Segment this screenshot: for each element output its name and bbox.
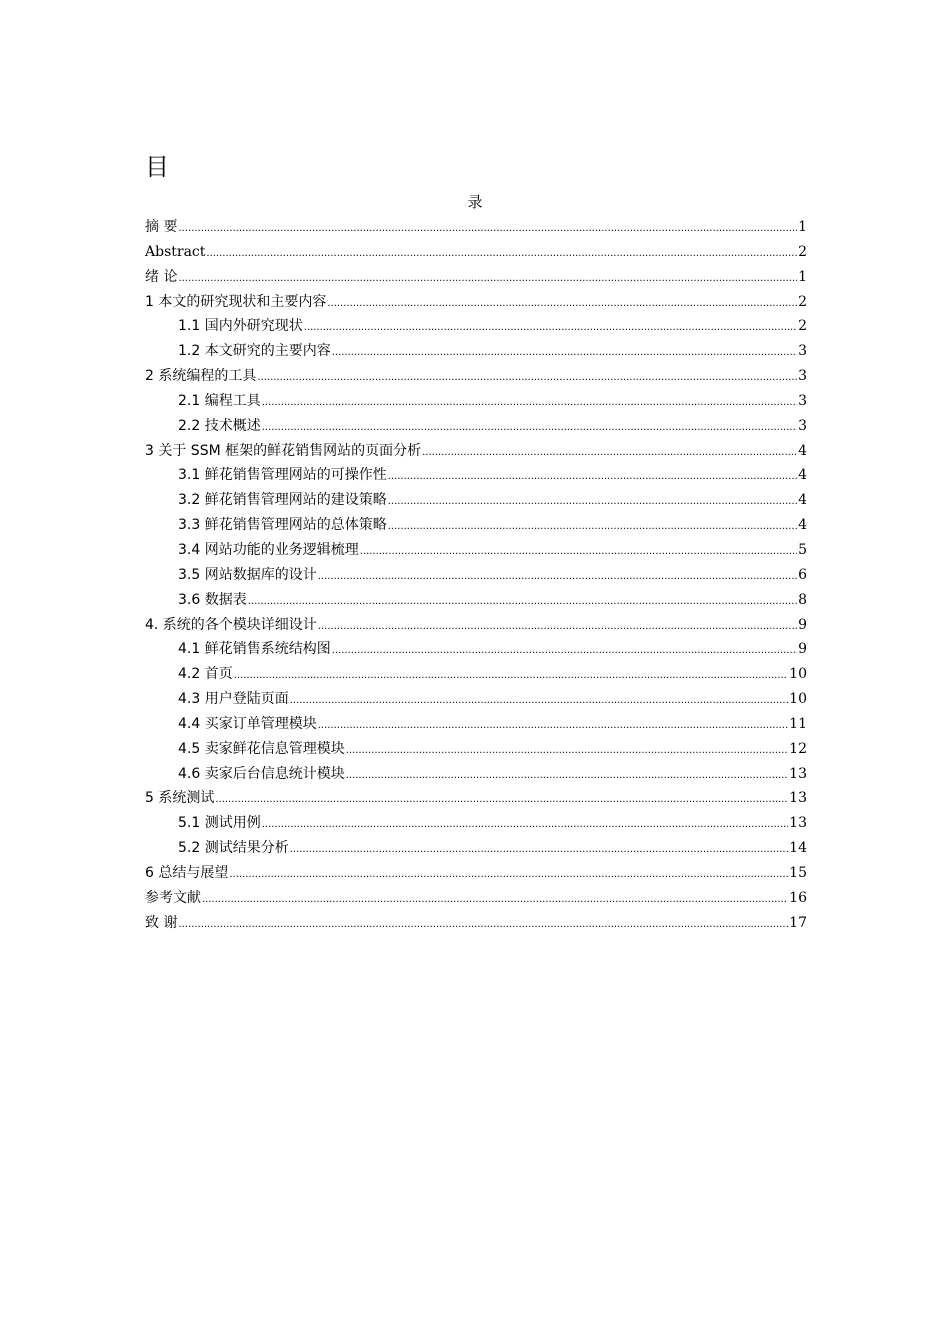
toc-entry-label: 3.1 鲜花销售管理网站的可操作性 bbox=[178, 467, 387, 484]
toc-entry-label: 2 系统编程的工具 bbox=[145, 368, 257, 385]
toc-entry-page: 13 bbox=[789, 815, 807, 832]
toc-entry[interactable] bbox=[145, 590, 807, 615]
toc-entry-page: 13 bbox=[789, 765, 807, 782]
toc-entry-label: 1 本文的研究现状和主要内容 bbox=[145, 293, 327, 310]
toc-leader-dots bbox=[262, 815, 788, 835]
toc-leader-dots bbox=[178, 915, 788, 935]
toc-leader-dots bbox=[257, 368, 797, 388]
toc-entry-page: 10 bbox=[789, 666, 807, 683]
toc-entry-page: 5 bbox=[798, 541, 807, 558]
toc-entry[interactable] bbox=[145, 441, 807, 466]
toc-entry[interactable] bbox=[145, 341, 807, 366]
toc-entry-label: 4.4 买家订单管理模块 bbox=[178, 715, 317, 732]
toc-entry-page: 11 bbox=[789, 715, 807, 732]
toc-entry[interactable] bbox=[145, 615, 807, 640]
toc-leader-dots bbox=[360, 542, 797, 562]
toc-entry[interactable] bbox=[145, 540, 807, 565]
toc-entry[interactable] bbox=[145, 242, 807, 267]
toc-entry-page: 12 bbox=[789, 740, 807, 757]
toc-entry-label: 摘 要 bbox=[145, 219, 178, 235]
toc-leader-dots bbox=[262, 393, 797, 413]
toc-leader-dots bbox=[346, 766, 788, 786]
toc-leader-dots bbox=[318, 567, 797, 587]
toc-leader-dots bbox=[290, 691, 788, 711]
table-of-contents bbox=[145, 217, 807, 937]
toc-entry-page: 10 bbox=[789, 691, 807, 708]
toc-heading-part2: 录 bbox=[467, 193, 483, 211]
toc-entry-page: 4 bbox=[798, 492, 807, 509]
toc-entry-label: 5.2 测试结果分析 bbox=[178, 840, 289, 857]
toc-entry[interactable] bbox=[145, 267, 807, 292]
toc-entry[interactable] bbox=[145, 639, 807, 664]
toc-entry-page: 1 bbox=[798, 268, 807, 285]
toc-entry[interactable] bbox=[145, 788, 807, 813]
toc-entry-page: 9 bbox=[798, 616, 807, 633]
toc-heading-part1: 目 bbox=[145, 153, 169, 181]
toc-entry[interactable] bbox=[145, 391, 807, 416]
toc-entry-label: 4.1 鲜花销售系统结构图 bbox=[178, 641, 331, 658]
toc-entry[interactable] bbox=[145, 813, 807, 838]
toc-leader-dots bbox=[422, 443, 797, 463]
toc-entry[interactable] bbox=[145, 515, 807, 540]
toc-leader-dots bbox=[206, 244, 797, 264]
toc-leader-dots bbox=[318, 716, 788, 736]
toc-entry-label: 3.6 数据表 bbox=[178, 591, 247, 608]
toc-leader-dots bbox=[388, 492, 797, 512]
toc-entry-label: 4. 系统的各个模块详细设计 bbox=[145, 616, 317, 633]
toc-entry-label: 4.5 卖家鲜花信息管理模块 bbox=[178, 740, 345, 757]
toc-leader-dots bbox=[178, 269, 797, 289]
toc-entry-page: 13 bbox=[789, 790, 807, 807]
toc-entry[interactable] bbox=[145, 764, 807, 789]
toc-entry[interactable] bbox=[145, 565, 807, 590]
toc-entry[interactable] bbox=[145, 888, 807, 913]
toc-entry-label: 3 关于 SSM 框架的鲜花销售网站的页面分析 bbox=[145, 442, 422, 459]
toc-leader-dots bbox=[234, 666, 788, 686]
toc-entry-label: 4.3 用户登陆页面 bbox=[178, 691, 289, 708]
toc-entry-page: 8 bbox=[798, 591, 807, 608]
toc-entry-page: 3 bbox=[798, 368, 807, 385]
toc-entry-label: 3.4 网站功能的业务逻辑梳理 bbox=[178, 541, 359, 558]
toc-entry[interactable] bbox=[145, 217, 807, 242]
toc-entry[interactable] bbox=[145, 292, 807, 317]
toc-leader-dots bbox=[229, 865, 788, 885]
toc-leader-dots bbox=[327, 294, 797, 314]
toc-entry-page: 14 bbox=[789, 840, 807, 857]
toc-entry[interactable] bbox=[145, 465, 807, 490]
toc-entry-label: 1.1 国内外研究现状 bbox=[178, 318, 303, 335]
toc-entry-page: 9 bbox=[798, 641, 807, 658]
toc-entry-label: 5.1 测试用例 bbox=[178, 815, 261, 832]
toc-entry-page: 16 bbox=[789, 889, 807, 906]
toc-leader-dots bbox=[262, 418, 797, 438]
toc-entry-page: 4 bbox=[798, 442, 807, 459]
toc-leader-dots bbox=[290, 840, 788, 860]
toc-entry[interactable] bbox=[145, 689, 807, 714]
toc-entry-label: 1.2 本文研究的主要内容 bbox=[178, 343, 331, 360]
toc-entry-label: 3.2 鲜花销售管理网站的建设策略 bbox=[178, 492, 387, 509]
toc-leader-dots bbox=[178, 219, 797, 239]
toc-entry-page: 2 bbox=[798, 243, 807, 260]
toc-entry-label: 参考文献 bbox=[145, 889, 201, 906]
toc-entry-page: 3 bbox=[798, 343, 807, 360]
toc-entry-page: 2 bbox=[798, 293, 807, 310]
toc-leader-dots bbox=[388, 517, 797, 537]
toc-leader-dots bbox=[332, 641, 797, 661]
toc-entry-page: 6 bbox=[798, 566, 807, 583]
toc-leader-dots bbox=[318, 617, 797, 637]
toc-entry-page: 1 bbox=[798, 219, 807, 235]
toc-leader-dots bbox=[332, 343, 797, 363]
toc-entry-label: Abstract bbox=[145, 243, 206, 260]
toc-entry-label: 2.1 编程工具 bbox=[178, 392, 261, 409]
toc-entry[interactable] bbox=[145, 913, 807, 938]
toc-leader-dots bbox=[202, 890, 788, 910]
toc-entry-label: 3.3 鲜花销售管理网站的总体策略 bbox=[178, 517, 387, 534]
toc-entry-label: 4.6 卖家后台信息统计模块 bbox=[178, 765, 345, 782]
toc-entry[interactable] bbox=[145, 316, 807, 341]
toc-leader-dots bbox=[215, 790, 788, 810]
toc-entry-label: 4.2 首页 bbox=[178, 666, 233, 683]
toc-entry[interactable] bbox=[145, 714, 807, 739]
toc-entry-page: 4 bbox=[798, 467, 807, 484]
toc-entry-label: 3.5 网站数据库的设计 bbox=[178, 566, 317, 583]
toc-entry-label: 绪 论 bbox=[145, 268, 178, 285]
toc-leader-dots bbox=[304, 318, 797, 338]
toc-entry[interactable] bbox=[145, 838, 807, 863]
toc-entry-label: 6 总结与展望 bbox=[145, 864, 229, 881]
toc-entry-label: 5 系统测试 bbox=[145, 790, 215, 807]
toc-entry-label: 2.2 技术概述 bbox=[178, 417, 261, 434]
toc-entry-label: 致 谢 bbox=[145, 914, 178, 931]
toc-entry[interactable] bbox=[145, 416, 807, 441]
toc-entry-page: 2 bbox=[798, 318, 807, 335]
toc-entry-page: 17 bbox=[789, 914, 807, 931]
toc-entry-page: 15 bbox=[789, 864, 807, 881]
toc-entry-page: 4 bbox=[798, 517, 807, 534]
toc-entry[interactable] bbox=[145, 863, 807, 888]
toc-entry[interactable] bbox=[145, 664, 807, 689]
toc-entry[interactable] bbox=[145, 490, 807, 515]
toc-entry-page: 3 bbox=[798, 392, 807, 409]
toc-entry[interactable] bbox=[145, 366, 807, 391]
toc-leader-dots bbox=[248, 592, 797, 612]
toc-entry[interactable] bbox=[145, 739, 807, 764]
toc-entry-page: 3 bbox=[798, 417, 807, 434]
toc-leader-dots bbox=[346, 741, 788, 761]
toc-leader-dots bbox=[388, 467, 797, 487]
